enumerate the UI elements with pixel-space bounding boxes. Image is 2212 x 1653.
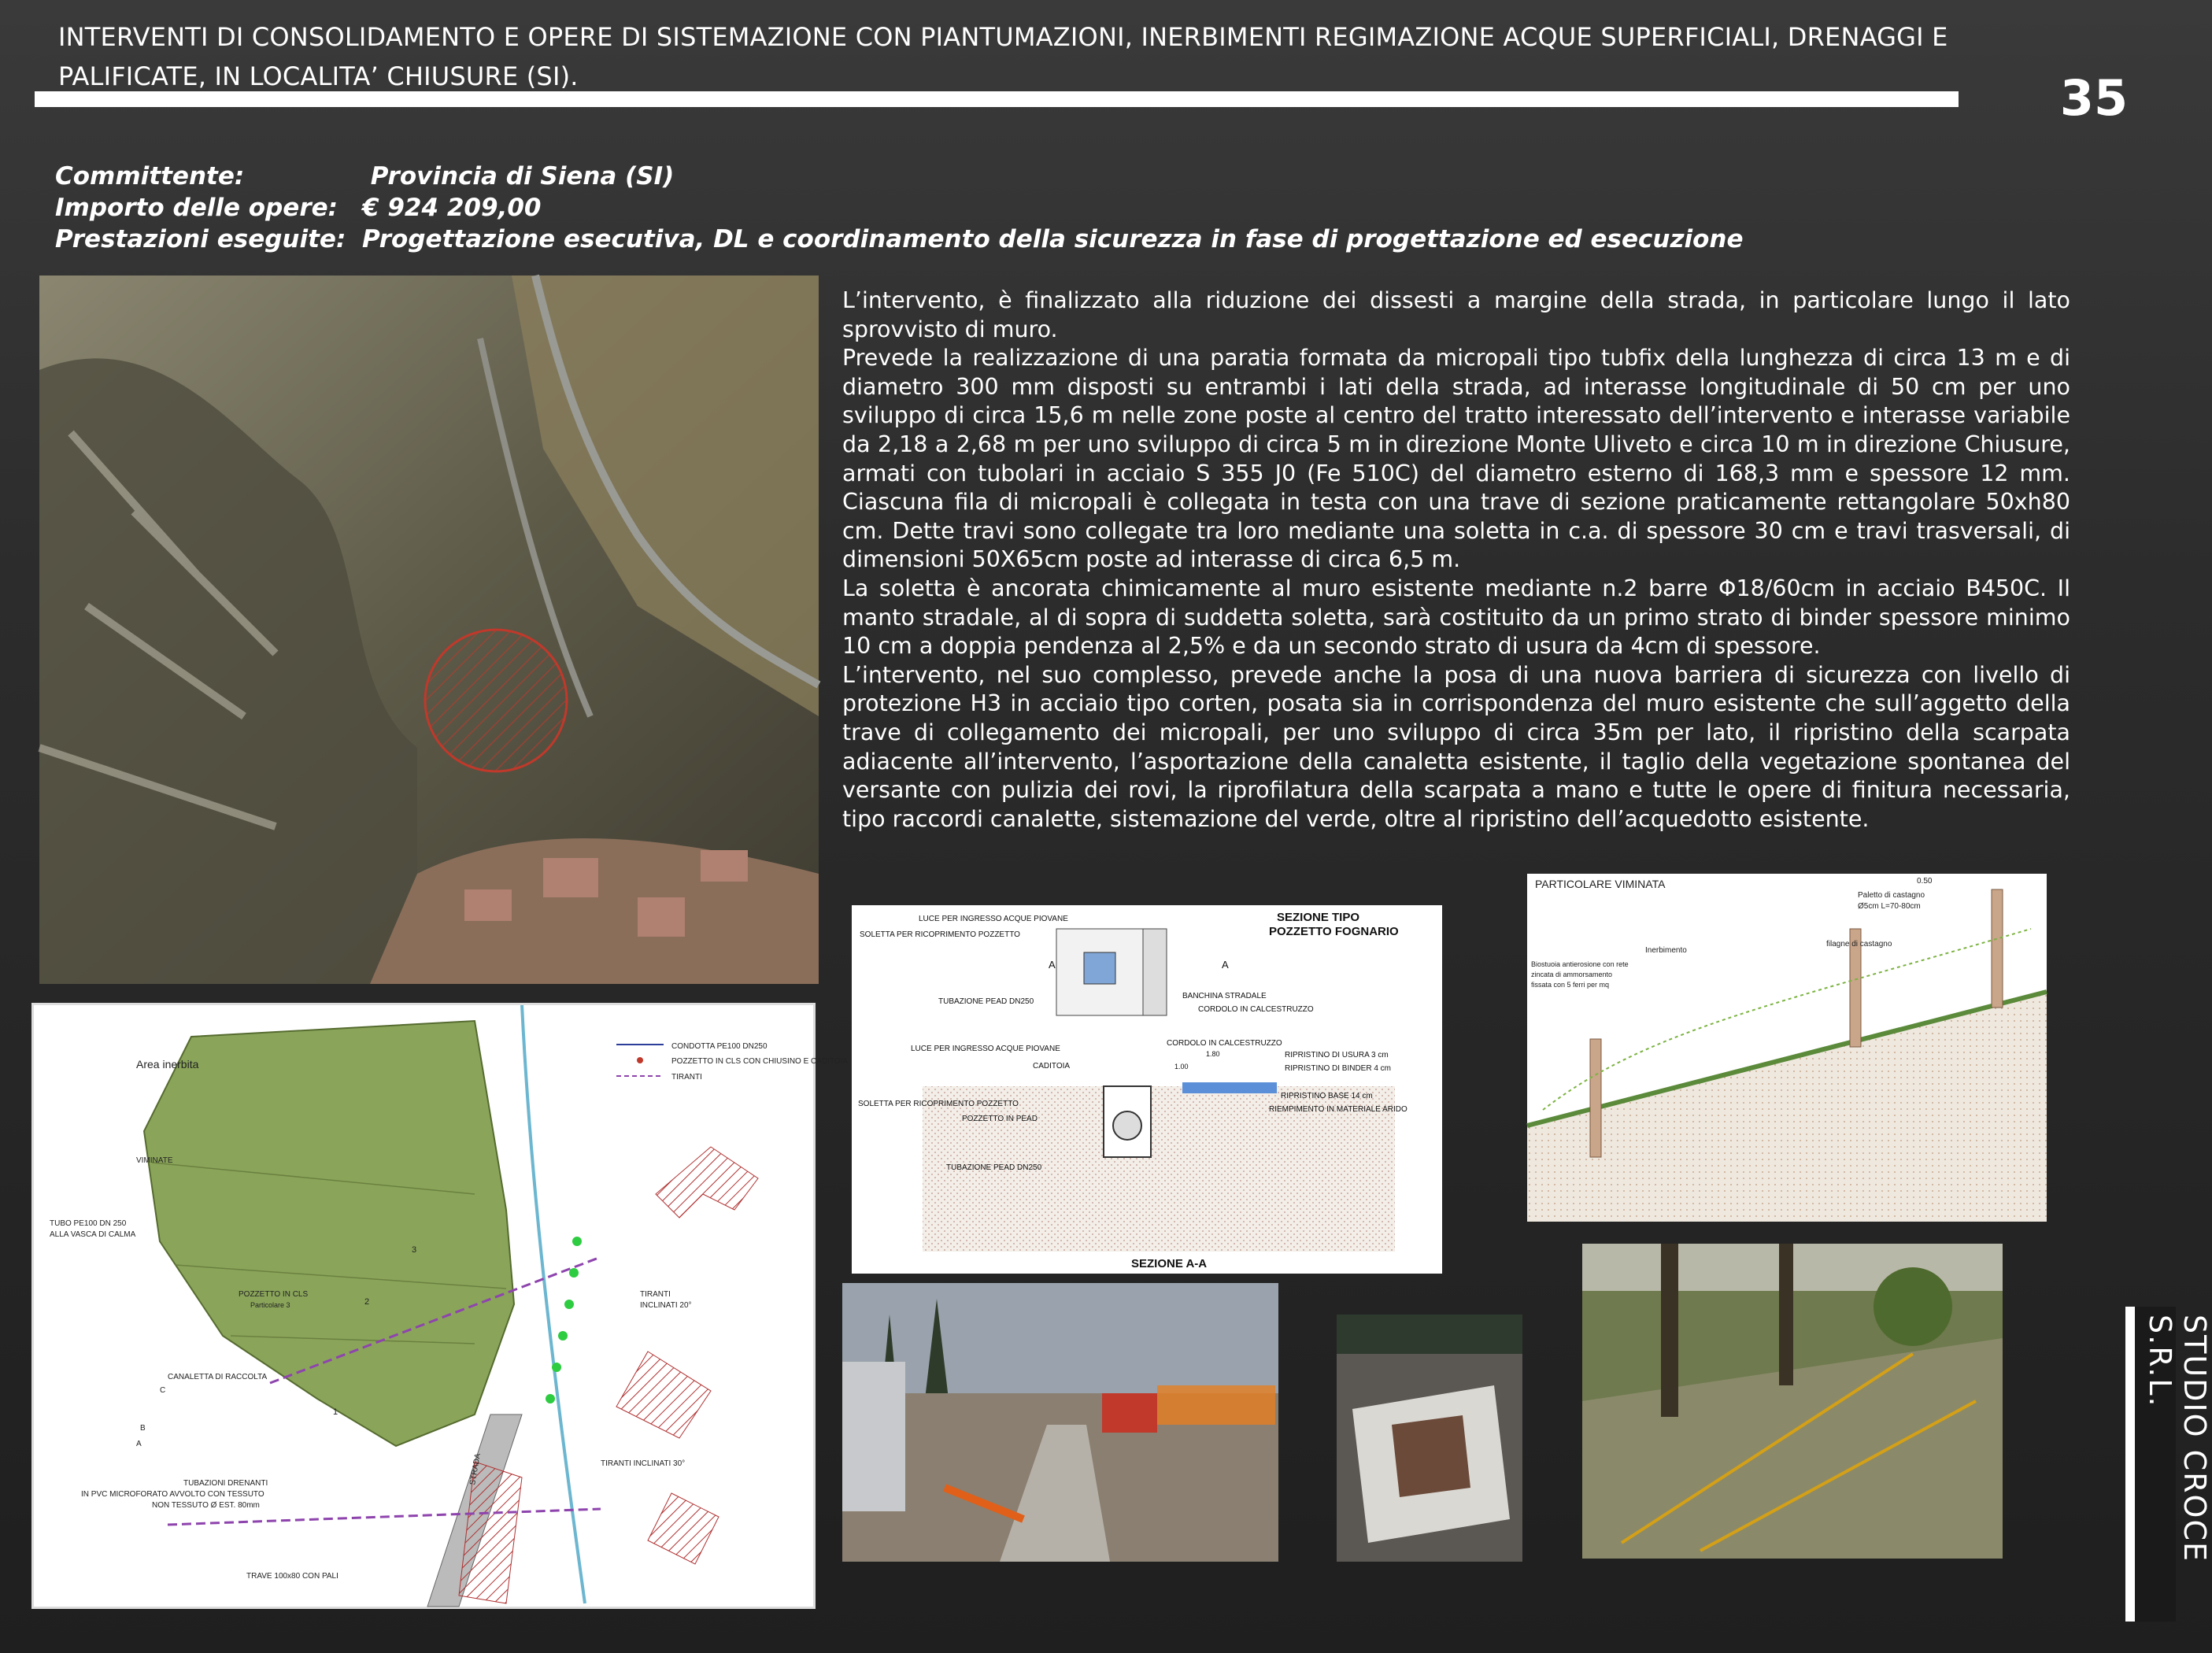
paragraph: Prevede la realizzazione di una paratia formata da micropali tipo tubfix della lunghezza di circa 13 m e di diametro 300 mm disposti su entrambi i lati della strada, ad interasse longitudinale di 50 cm per uno sviluppo di circa 15,6 m nelle zone poste al centro del tratto interessato dell’intervento e interasse variabile da 2,18 a 2,68 m per uno sviluppo di circa 5 m in direzione Monte Uliveto e circa 10 m in direzione Chiusure, armati con tubolari in acciaio S 355 J0 (Fe 510C) del diametro esterno di 168,3 mm e spessore 12 mm. Ciascuna fila di micropali è collegata in testa con una trave di sezione praticamente rettangolare 50xh80 cm. Dette travi sono collegate tra loro mediante una soletta in c.a. di spessore 30 cm e travi trasversali, di dimensioni 50X65cm poste ad interasse di circa 6,5 m. — [842, 345, 2070, 573]
site-plan-drawing — [31, 1003, 849, 1609]
section-label: TUBAZIONE PEAD DN250 — [946, 1163, 1042, 1172]
section-title: SEZIONE TIPO — [1277, 911, 1360, 924]
plan-label: Particolare 3 — [250, 1301, 290, 1309]
section-label: SOLETTA PER RICOPRIMENTO POZZETTO — [860, 930, 1020, 939]
plan-label: POZZETTO IN CLS — [239, 1290, 309, 1299]
section-label: RIPRISTINO DI BINDER 4 cm — [1285, 1064, 1392, 1073]
meta-importo — [55, 192, 542, 224]
section-graphic — [852, 905, 1442, 1274]
section-label: CADITOIA — [1033, 1062, 1071, 1071]
meta-label: Committente: — [55, 162, 245, 190]
section-label: LUCE PER INGRESSO ACQUE PIOVANE — [911, 1045, 1060, 1053]
meta-label: Importo delle opere: — [55, 194, 338, 222]
plan-label: TRAVE 100x80 CON PALI — [246, 1572, 338, 1581]
viminata-label: filagne di castagno — [1826, 940, 1892, 949]
plan-label: CANALETTA DI RACCOLTA — [168, 1373, 268, 1381]
page-number: 35 — [2059, 69, 2129, 127]
description-text — [842, 287, 2070, 834]
viminata-label: zincata di ammorsamento — [1531, 971, 1613, 978]
section-label: 1.80 — [1206, 1050, 1220, 1058]
meta-value: Provincia di Siena (SI) — [362, 162, 675, 190]
section-title: POZZETTO FOGNARIO — [1269, 925, 1399, 938]
paragraph: L’intervento, è finalizzato alla riduzione dei dissesti a margine della strada, in particolare lungo il lato sprovvisto di muro. — [842, 287, 2070, 342]
photo-road-graphic — [842, 1283, 1278, 1562]
viminata-label: Biostuoia antierosione con rete — [1531, 960, 1629, 968]
section-drawing — [852, 905, 1442, 1274]
viminata-label: fissata con 5 ferri per mq — [1531, 981, 1610, 989]
photo-slope-graphic — [1582, 1244, 2003, 1559]
meta-prestazioni — [55, 224, 1744, 255]
legend-item: POZZETTO IN CLS CON CHIUSINO E CADITOIA — [671, 1057, 849, 1066]
plan-label: NON TESSUTO Ø EST. 80mm — [152, 1501, 260, 1510]
section-label: A — [1049, 959, 1056, 971]
section-label: RIPRISTINO BASE 14 cm — [1281, 1092, 1373, 1100]
plan-label: TIRANTI INCLINATI 30° — [601, 1459, 686, 1468]
section-label: RIPRISTINO DI USURA 3 cm — [1285, 1051, 1389, 1059]
section-label: LUCE PER INGRESSO ACQUE PIOVANE — [919, 915, 1068, 923]
meta-committente — [55, 161, 674, 192]
photo-manhole-graphic — [1337, 1315, 1522, 1562]
section-label: RIEMPIMENTO IN MATERIALE ARIDO — [1269, 1105, 1407, 1114]
legend-item: TIRANTI — [671, 1073, 702, 1082]
section-label: BANCHINA STRADALE — [1182, 992, 1267, 1000]
meta-value: € 924 209,00 — [362, 194, 542, 222]
page-title: INTERVENTI DI CONSOLIDAMENTO E OPERE DI SISTEMAZIONE CON PIANTUMAZIONI, INERBIMENTI REGIMAZIONE ACQUE SUPERFICIALI, DRENAGGI E PALIFICATE, IN LOCALITA’ CHIUSURE (SI). — [58, 22, 1948, 91]
meta-value: Progettazione esecutiva, DL e coordinamento della sicurezza in fase di progettazione ed esecuzione — [362, 225, 1744, 253]
section-label: 1.00 — [1174, 1063, 1189, 1071]
plan-label: TUBAZIONI DRENANTI — [183, 1479, 268, 1488]
plan-label: IN PVC MICROFORATO AVVOLTO CON TESSUTO — [81, 1490, 264, 1499]
section-label: CORDOLO IN CALCESTRUZZO — [1198, 1005, 1314, 1014]
site-plan-graphic — [34, 1005, 849, 1607]
plan-label: INCLINATI 20° — [640, 1301, 692, 1310]
viminata-label: Paletto di castagno — [1858, 891, 1925, 900]
construction-photo-slope — [1582, 1244, 2003, 1559]
section-label: POZZETTO IN PEAD — [962, 1115, 1038, 1123]
plan-label: 1 — [333, 1407, 338, 1417]
plan-label: STRADA — [468, 1452, 483, 1486]
section-label: A — [1222, 959, 1229, 971]
studio-name: STUDIO CROCE S.R.L. — [2143, 1315, 2212, 1562]
plan-label: TUBO PE100 DN 250 — [50, 1219, 127, 1228]
section-label: TUBAZIONE PEAD DN250 — [938, 997, 1034, 1006]
viminata-drawing — [1527, 874, 2047, 1222]
section-caption: SEZIONE A-A — [1131, 1257, 1208, 1270]
viminata-label: Ø5cm L=70-80cm — [1858, 902, 1921, 911]
viminata-graphic — [1527, 874, 2047, 1222]
section-label: CORDOLO IN CALCESTRUZZO — [1167, 1039, 1282, 1048]
plan-label: B — [140, 1424, 146, 1433]
title-underline — [35, 91, 1959, 107]
plan-label: TIRANTI — [640, 1290, 671, 1299]
aerial-photo-graphic — [39, 276, 819, 984]
plan-label: VIMINATE — [136, 1156, 173, 1165]
legend-item: CONDOTTA PE100 DN250 — [671, 1042, 768, 1051]
area-label: Area inerbita — [136, 1058, 199, 1071]
construction-photo-manhole — [1337, 1315, 1522, 1562]
section-label: SOLETTA PER RICOPRIMENTO POZZETTO — [858, 1100, 1019, 1108]
plan-label: A — [136, 1440, 142, 1448]
paragraph: L’intervento, nel suo complesso, prevede anche la posa di una nuova barriera di sicurezza con livello di protezione H3 in acciaio tipo corten, posata sia in corrispondenza del muro esistente che sull’aggetto della trave di collegamento dei micropali, per uno sviluppo di circa 35m per lato, il ripristino della scarpata adiacente all’intervento, l’asportazione della canaletta esistente, il taglio della vegetazione spontanea del versante con pulizia dei rovi, la riprofilatura della scarpata a mano e tutte le opere di finitura necessaria, tipo raccordi canalette, sistemazione del verde, oltre al ripristino dell’acquedotto esistente. — [842, 661, 2070, 832]
aerial-photo — [39, 276, 819, 984]
plan-label: ALLA VASCA DI CALMA — [50, 1230, 136, 1239]
construction-photo-road — [842, 1283, 1278, 1562]
viminata-label: 0.50 — [1917, 877, 1933, 886]
plan-label: 2 — [364, 1297, 370, 1307]
paragraph: La soletta è ancorata chimicamente al muro esistente mediante n.2 barre Φ18/60cm in acciaio B450C. Il manto stradale, al di sopra di suddetta soletta, sarà costituito da un primo strato di binder spessore minimo 10 cm a doppia pendenza al 2,5% e da un secondo strato di usura da 4cm di spessore. — [842, 575, 2070, 660]
studio-sidebar — [2125, 1307, 2212, 1622]
viminata-title: PARTICOLARE VIMINATA — [1535, 878, 1666, 890]
meta-label: Prestazioni eseguite: — [55, 225, 346, 253]
plan-label: 3 — [412, 1245, 417, 1255]
plan-label: C — [160, 1386, 166, 1395]
viminata-label: Inerbimento — [1645, 946, 1687, 955]
